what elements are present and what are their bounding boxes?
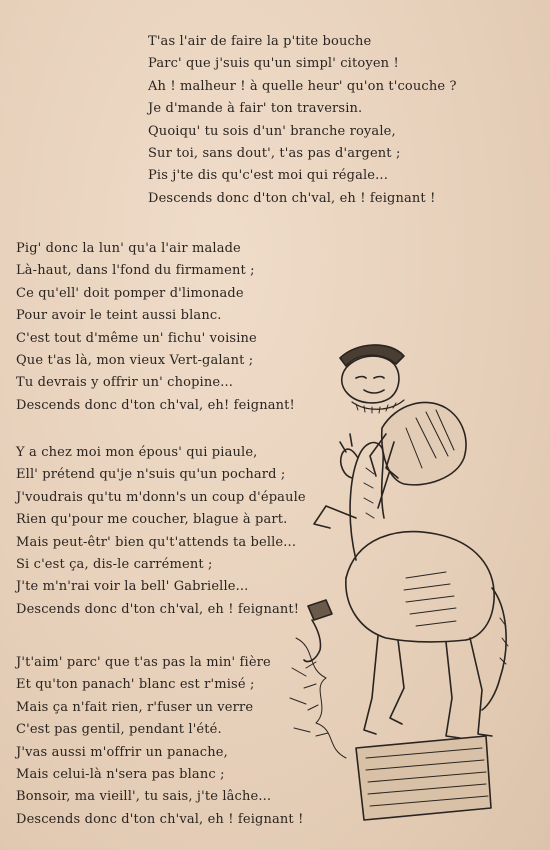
- verse-line: Mais ça n'fait rien, r'fuser un verre: [16, 699, 254, 715]
- verse-line: Bonsoir, ma vieill', tu sais, j'te lâche...: [16, 789, 272, 805]
- verse-line: Sur toi, sans dout', t'as pas d'argent ;: [148, 146, 401, 162]
- verse-line: J'te m'n'rai voir la bell' Gabrielle...: [16, 579, 249, 595]
- verse-line: Rien qu'pour me coucher, blague à part.: [16, 512, 288, 528]
- refrain-line: Descends donc d'ton ch'val, eh ! feignant!: [16, 601, 300, 617]
- verse-line: T'as l'air de faire la p'tite bouche: [148, 34, 372, 49]
- verse-line: J'voudrais qu'tu m'donn's un coup d'épaule: [16, 489, 306, 505]
- refrain-line: Descends donc d'ton ch'val, eh ! feignant !: [148, 190, 436, 206]
- verse-line: Y a chez moi mon épous' qui piaule,: [16, 445, 258, 460]
- verse-line: Que t'as là, mon vieux Vert-galant ;: [16, 353, 254, 369]
- verse-line: Je d'mande à fair' ton traversin.: [148, 101, 363, 117]
- verse-line: C'est tout d'même un' fichu' voisine: [16, 330, 257, 346]
- verse-line: C'est pas gentil, pendant l'été.: [16, 722, 222, 738]
- verse-line: Si c'est ça, dis-le carrément ;: [16, 557, 213, 573]
- stanza-4: [16, 652, 303, 831]
- verse-line: Et qu'ton panach' blanc est r'misé ;: [16, 677, 255, 693]
- verse-line: Mais peut-êtr' bien qu't'attends ta belle...: [16, 534, 297, 550]
- verse-line: Pis j'te dis qu'c'est moi qui régale...: [148, 168, 388, 184]
- verse-line: Pour avoir le teint aussi blanc.: [16, 308, 222, 324]
- refrain-line: Descends donc d'ton ch'val, eh! feignant!: [16, 397, 295, 413]
- drunk-climbing-statue-illustration-icon: [286, 338, 516, 824]
- verse-line: Tu devrais y offrir un' chopine...: [16, 375, 234, 391]
- verse-line: Mais celui-là n'sera pas blanc ;: [16, 767, 225, 783]
- verse-line: Ell' prétend qu'je n'suis qu'un pochard ;: [16, 467, 286, 483]
- verse-line: J'vas aussi m'offrir un panache,: [16, 744, 228, 760]
- refrain-line: Descends donc d'ton ch'val, eh ! feignant !: [16, 811, 304, 827]
- verse-line: J't'aim' parc' que t'as pas la min' fière: [16, 655, 271, 670]
- stanza-2: [16, 238, 295, 417]
- verse-line: Quoiqu' tu sois d'un' branche royale,: [148, 123, 396, 139]
- verse-line: Ce qu'ell' doit pomper d'limonade: [16, 285, 244, 301]
- verse-line: Ah ! malheur ! à quelle heur' qu'on t'couche ?: [148, 78, 457, 94]
- verse-line: Parc' que j'suis qu'un simpl' citoyen !: [148, 56, 399, 72]
- verse-line: Là-haut, dans l'fond du firmament ;: [16, 263, 255, 279]
- stanza-3: [16, 442, 306, 621]
- verse-line: Pig' donc la lun' qu'a l'air malade: [16, 241, 241, 256]
- stanza-1: [148, 31, 457, 210]
